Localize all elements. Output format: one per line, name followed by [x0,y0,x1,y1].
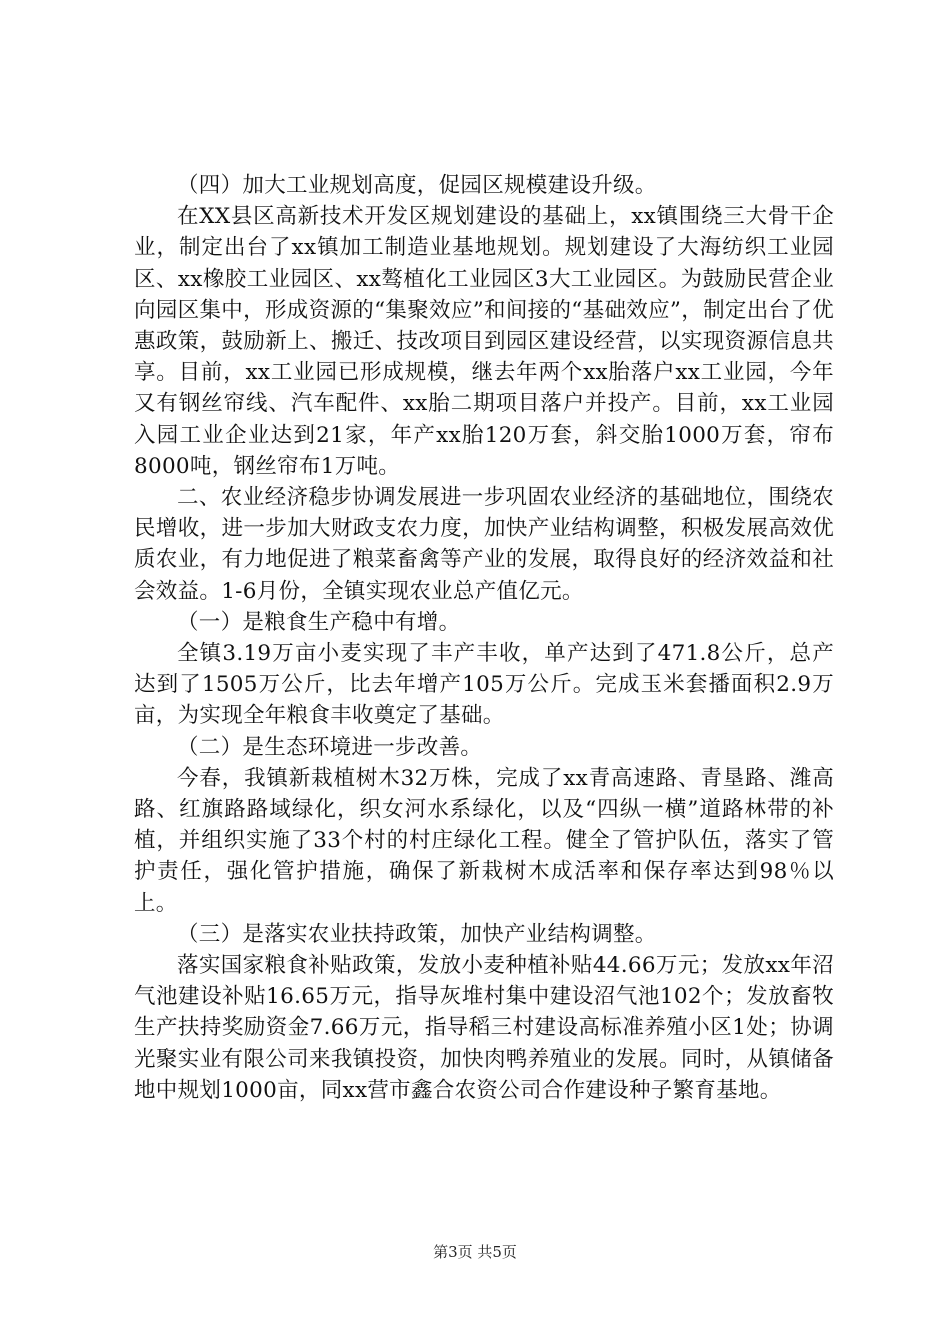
paragraph-heading-2: （二）是生态环境进一步改善。 [177,734,483,760]
paragraph-heading-3: （三）是落实农业扶持政策，加快产业结构调整。 [177,921,657,947]
paragraph-policy: 落实国家粮食补贴政策，发放小麦种植补贴44.66万元；发放xx年沼气池建设补贴16.65万元，指导灰堆村集中建设沼气池102个；发放畜牧生产扶持奖励资金7.66万元，指导稻三村建设高标准养殖小区1处；协调光聚实业有限公司来我镇投资，加快肉鸭养殖业的发展。同时，从镇储备地中规划1000亩，同xx营市鑫合农资公司合作建设种子繁育基地。 [134,953,834,1103]
document-body [134,170,834,1106]
paragraph-heading-4: （四）加大工业规划高度，促园区规模建设升级。 [177,173,657,198]
paragraph-agriculture: 二、农业经济稳步协调发展进一步巩固农业经济的基础地位，围绕农民增收，进一步加大财政支农力度，加快产业结构调整，积极发展高效优质农业，有力地促进了粮菜畜禽等产业的发展，取得良好的经济效益和社会效益。1-6月份，全镇实现农业总产值亿元。 [134,485,834,604]
paragraph-industrial-parks: 在XX县区高新技术开发区规划建设的基础上，xx镇围绕三大骨干企业，制定出台了xx镇加工制造业基地规划。规划建设了大海纺织工业园区、xx橡胶工业园区、xx骜植化工业园区3大工业园区。为鼓励民营企业向园区集中，形成资源的“集聚效应”和间接的“基础效应”，制定出台了优惠政策，鼓励新上、搬迁、技改项目到园区建设经营，以实现资源信息共享。目前，xx工业园已形成规模，继去年两个xx胎落户xx工业园，今年又有钢丝帘线、汽车配件、xx胎二期项目落户并投产。目前，xx工业园入园工业企业达到21家，年产xx胎120万套，斜交胎1000万套，帘布8000吨，钢丝帘布1万吨。 [134,204,834,479]
paragraph-heading-1: （一）是粮食生产稳中有增。 [177,609,461,635]
page-number-footer: 第3页 共5页 [433,1243,517,1261]
paragraph-environment: 今春，我镇新栽植树木32万株，完成了xx青高速路、青垦路、潍高路、红旗路路域绿化，织女河水系绿化，以及“四纵一横”道路林带的补植，并组织实施了33个村的村庄绿化工程。健全了管护队伍，落实了管护责任，强化管护措施，确保了新栽树木成活率和保存率达到98％以上。 [134,765,834,916]
paragraph-grain: 全镇3.19万亩小麦实现了丰产丰收，单产达到了471.8公斤，总产达到了1505万公斤，比去年增产105万公斤。完成玉米套播面积2.9万亩，为实现全年粮食丰收奠定了基础。 [134,641,834,729]
